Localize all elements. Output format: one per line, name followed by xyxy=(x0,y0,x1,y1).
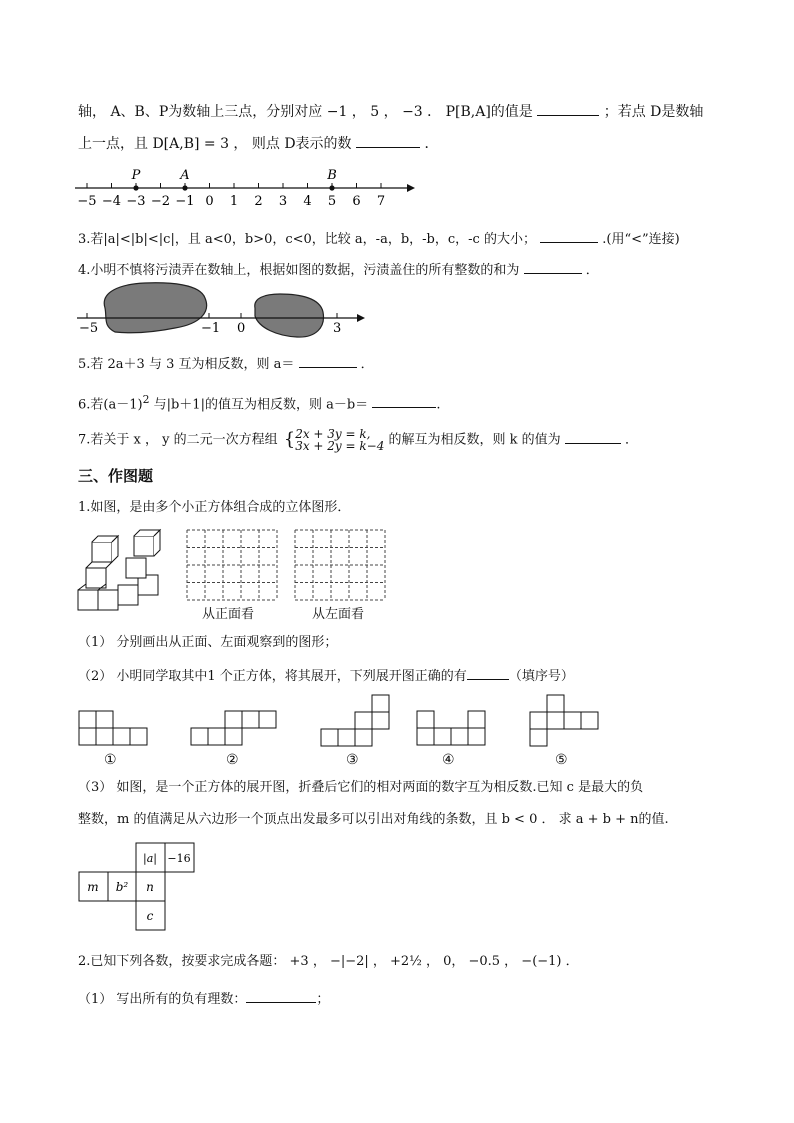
problem-1-sub3-line2: 整数，m 的值满足从六边形一个顶点出发最多可以引出对角线的条数，且 b < 0 ． 求 a + b + n的值. xyxy=(78,812,669,827)
problem-1-sub1: （1） 分别画出从正面、左面观察到的图形； xyxy=(78,635,338,650)
tick-label: 6 xyxy=(352,194,361,209)
tick-label: −3 xyxy=(126,194,146,209)
point-label: P xyxy=(131,168,141,183)
problem-1-sub2 xyxy=(78,665,574,687)
cube-stack-figure xyxy=(76,530,161,615)
equation-1: 2x + 3y = k, xyxy=(295,427,371,441)
front-view-grid[interactable] xyxy=(186,529,278,601)
question-text: （1） 写出所有的负有理数： xyxy=(78,992,247,1007)
question-text: （2） 小明同学取其中1 个正方体，将其展开，下列展开图正确的有 xyxy=(78,669,467,684)
question-text: ． xyxy=(585,263,599,278)
question-text: ；若点 D是数轴 xyxy=(603,104,704,120)
question-text: ； xyxy=(316,992,330,1007)
cube-net-5[interactable] xyxy=(529,694,601,750)
question-5 xyxy=(78,353,374,375)
net-label: ④ xyxy=(442,752,455,768)
number-line-2 xyxy=(75,280,375,340)
question-text: （填序号） xyxy=(508,669,574,684)
point-P xyxy=(133,185,138,190)
net-cell-minus16: −16 xyxy=(167,852,191,865)
cube-net-4[interactable] xyxy=(416,710,488,750)
question-6 xyxy=(78,390,440,415)
answer-blank[interactable] xyxy=(540,228,598,243)
ink-stain-left xyxy=(104,283,206,333)
question-7 xyxy=(78,428,638,452)
question-text: . xyxy=(436,397,441,413)
answer-blank[interactable] xyxy=(372,393,436,408)
brace: { xyxy=(283,429,296,450)
question-text: 上一点，且 D[A,B] = 3 ， 则点 D表示的数 xyxy=(78,136,352,152)
question-text: ． xyxy=(624,432,638,448)
tick-label: 4 xyxy=(303,194,312,209)
answer-blank[interactable] xyxy=(299,353,357,368)
cube-net-3[interactable] xyxy=(320,694,392,750)
net-label: ③ xyxy=(346,752,359,768)
answer-blank[interactable] xyxy=(537,101,599,116)
tick-label: 3 xyxy=(278,194,288,209)
equation-system xyxy=(295,428,384,452)
tick-label: 7 xyxy=(376,194,386,209)
axis-arrow xyxy=(407,184,415,192)
axis-arrow xyxy=(357,314,365,322)
tick-label: 2 xyxy=(254,194,263,209)
labeled-cube-net xyxy=(78,842,198,934)
tick-label: 1 xyxy=(229,194,239,209)
question-text: 轴， A、B、P为数轴上三点，分别对应 −1 ， 5 ， −3 ． P[B,A]的值是 xyxy=(78,104,533,120)
problem-1-sub3-line1: （3） 如图，是一个正方体的展开图，折叠后它们的相对两面的数字互为相反数.已知 c 是最大的负 xyxy=(78,780,644,795)
front-view-label: 从正面看 xyxy=(202,607,255,622)
question-text: ． xyxy=(424,136,439,152)
question-text: 7.若关于 x ， y 的二元一次方程组 xyxy=(78,432,278,448)
left-view-grid[interactable] xyxy=(294,529,386,601)
exponent: 2 xyxy=(142,393,150,406)
tick-label: −5 xyxy=(77,194,97,209)
question-text: .(用“<”连接) xyxy=(602,232,680,247)
tick-label: −4 xyxy=(101,194,122,209)
number-line-1 xyxy=(75,165,415,215)
question-text: 5.若 2a＋3 与 3 互为相反数，则 a＝ xyxy=(78,357,295,372)
tick-label: 5 xyxy=(327,194,337,209)
section-title: 三、作图题 xyxy=(78,467,154,485)
problem-2-sub1 xyxy=(78,988,329,1010)
point-A xyxy=(182,185,187,190)
tick-label: −2 xyxy=(150,194,171,209)
net-cell-c: c xyxy=(146,909,154,923)
question-text: 3.若|a|<|b|<|c|，且 a<0，b>0，c<0，比较 a，-a，b，-b，c，-c 的大小； xyxy=(78,232,536,247)
problem-2-intro: 2.已知下列各数，按要求完成各题： +3 ， −|−2| ， +2½ ， 0， −0.5 ， −(−1) ． xyxy=(78,954,579,969)
ink-stain-right xyxy=(255,294,324,337)
question-text: 的解互为相反数，则 k 的值为 xyxy=(388,432,561,448)
question-text: 6.若(a－1) xyxy=(78,397,143,413)
tick-label: 0 xyxy=(237,321,246,336)
question-text: ． xyxy=(360,357,374,372)
net-label: ② xyxy=(226,752,239,768)
question-4 xyxy=(78,259,599,281)
net-cell-b-squared: b² xyxy=(115,880,129,894)
cube-net-1[interactable] xyxy=(78,710,150,750)
tick-label: 3 xyxy=(333,321,342,336)
answer-blank[interactable] xyxy=(356,133,420,148)
net-cell-n: n xyxy=(146,880,154,894)
problem-1-intro: 1.如图，是由多个小正方体组合成的立体图形． xyxy=(78,500,351,515)
point-label: B xyxy=(327,168,337,183)
tick-label: −1 xyxy=(201,321,221,336)
question-3 xyxy=(78,228,680,250)
net-cell-abs-a: |a| xyxy=(143,852,157,865)
question-text: 4.小明不慎将污渍弄在数轴上，根据如图的数据，污渍盖住的所有整数的和为 xyxy=(78,263,520,278)
tick-label: −1 xyxy=(175,194,195,209)
question-2-continuation-line2 xyxy=(78,133,438,154)
left-view-label: 从左面看 xyxy=(312,607,365,622)
net-label: ⑤ xyxy=(555,752,568,768)
question-2-continuation-line1 xyxy=(78,101,703,122)
point-B xyxy=(329,185,334,190)
answer-blank[interactable] xyxy=(524,259,582,274)
point-label: A xyxy=(180,168,190,183)
tick-label: 0 xyxy=(205,194,214,209)
net-cell-m: m xyxy=(87,880,99,894)
answer-blank[interactable] xyxy=(565,429,621,444)
question-text: 与|b＋1|的值互为相反数，则 a－b＝ xyxy=(149,397,369,413)
net-label: ① xyxy=(104,752,117,768)
tick-label: −5 xyxy=(79,321,99,336)
answer-blank[interactable] xyxy=(246,988,316,1003)
equation-2: 3x + 2y = k−4 xyxy=(295,439,385,453)
answer-blank[interactable] xyxy=(467,665,509,680)
cube-net-2[interactable] xyxy=(190,710,280,750)
